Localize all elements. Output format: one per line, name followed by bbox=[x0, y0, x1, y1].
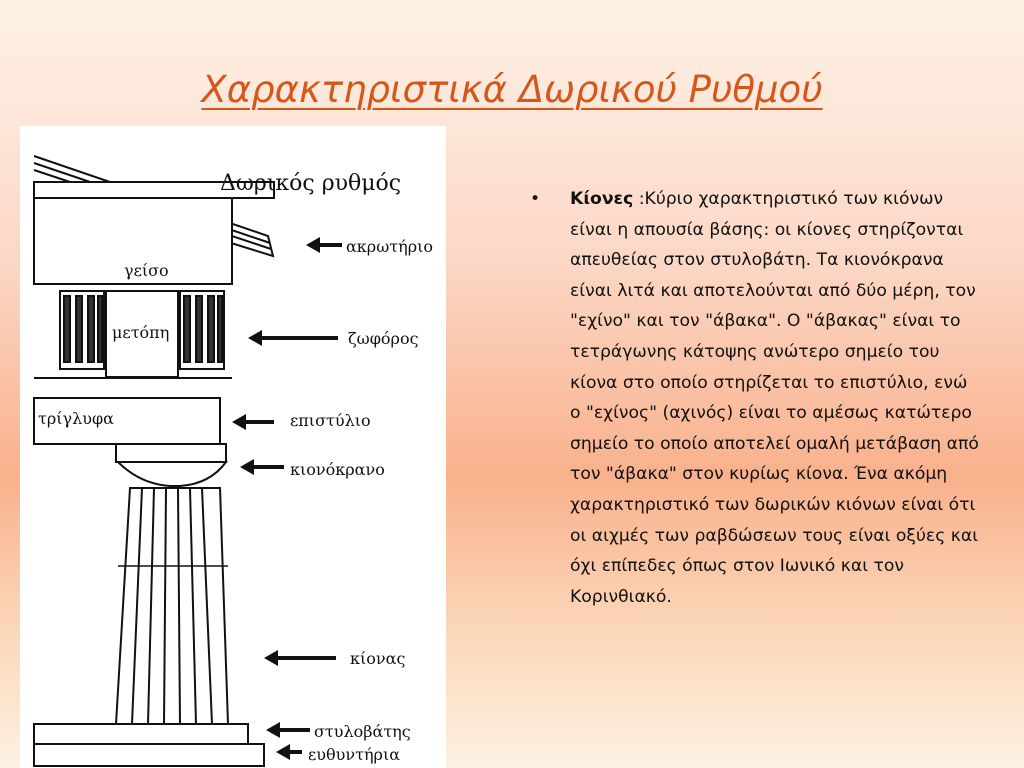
bullet-symbol: • bbox=[530, 189, 541, 209]
label-kionokrano: κιονόκρανο bbox=[290, 460, 385, 479]
label-metopi: μετόπη bbox=[112, 323, 170, 342]
label-triglyfa: τρίγλυφα bbox=[38, 409, 114, 428]
arrow-akrotirio bbox=[306, 237, 342, 253]
doric-order-diagram bbox=[20, 126, 446, 768]
arrow-efthyntiria bbox=[276, 744, 302, 760]
column-shaft-drawing bbox=[116, 488, 228, 724]
label-stylovatis: στυλοβάτης bbox=[314, 722, 411, 741]
label-epistylio: επιστύλιο bbox=[290, 411, 371, 430]
arrow-kionokrano bbox=[240, 459, 284, 475]
triglyph-right bbox=[180, 291, 224, 369]
list-item bbox=[530, 184, 980, 612]
arrow-stylovatis bbox=[266, 722, 310, 738]
arrow-kionas bbox=[264, 650, 336, 666]
bullet-list bbox=[530, 184, 980, 612]
euthynteria-drawing bbox=[34, 744, 264, 766]
label-akrotirio: ακρωτήριο bbox=[346, 237, 434, 256]
arrow-epistylio bbox=[232, 414, 274, 430]
label-geiso: γείσο bbox=[124, 261, 169, 280]
bullet-term: Κίονες bbox=[570, 189, 634, 209]
echinus-drawing bbox=[118, 462, 226, 486]
label-kionas: κίονας bbox=[350, 649, 406, 668]
slide-title: Χαρακτηριστικά Δωρικού Ρυθμού bbox=[201, 68, 823, 111]
abacus-drawing bbox=[116, 444, 226, 462]
bullet-text: :Κύριο χαρακτηριστικό των κιόνων είναι η απουσία βάσης: οι κίονες στηρίζονται απευθείας στον στυλοβάτη. Τα κιονόκρανα είναι λιτά και αποτελούνται από δύο μέρη, τον "εχίνο" και τον "άβακα". Ο "άβακας" είναι το τετράγωνης κάτοψης ανώτερο σημείο του κίονα στο οποίο στηρίζεται το επιστύλιο, ενώ ο "εχίνος" (αχινός) είναι το αμέσως κατώτερο σημείο το οποίο αποτελεί ομαλή μετάβαση από τον "άβακα" στον κυρίως κίονα. Ένα ακόμη χαρακτηριστικό των δωρικών κιόνων είναι ότι οι αιχμές των ραβδώσεων τους είναι οξύες και όχι επίπεδες όπως στον Ιωνικό και τον Κορινθιακό. bbox=[570, 189, 979, 607]
label-zoforos: ζωφόρος bbox=[348, 329, 419, 348]
label-efthyntiria: ευθυντήρια bbox=[308, 745, 401, 764]
arrow-zoforos bbox=[248, 330, 338, 346]
triglyph-left bbox=[60, 291, 104, 369]
stylobate-drawing bbox=[34, 724, 248, 744]
content-panel bbox=[530, 184, 980, 612]
diagram-caption: Δωρικός ρυθμός bbox=[220, 171, 402, 196]
